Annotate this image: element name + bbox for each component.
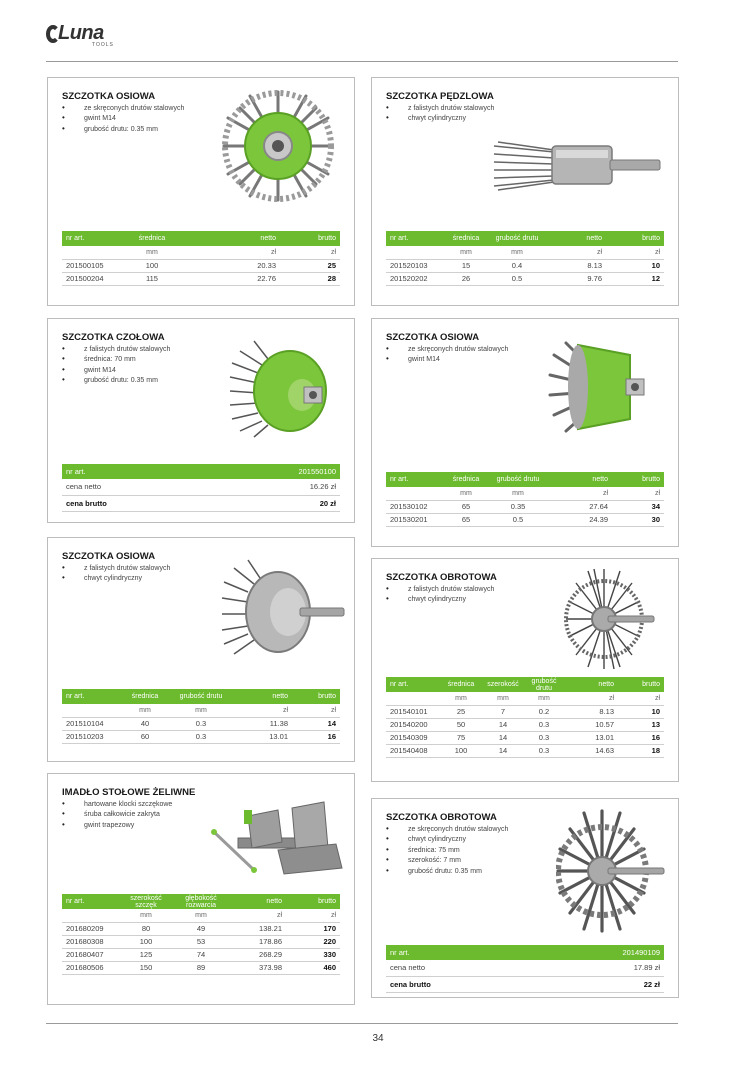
column-header: nr art. xyxy=(386,677,440,692)
table-cell: 268.29 xyxy=(230,948,286,961)
table-cell: 14.63 xyxy=(564,744,618,757)
unit-cell: zł xyxy=(606,246,664,259)
table-header-row xyxy=(62,231,340,246)
feature-list xyxy=(62,103,184,134)
gross-price-value: 22 zł xyxy=(530,976,664,992)
feature-item: • ze skręconych drutów stalowych xyxy=(386,824,508,834)
table-cell: 201500204 xyxy=(62,272,124,285)
table-cell: 460 xyxy=(286,961,340,974)
table-row xyxy=(386,744,664,757)
table-cell: 100 xyxy=(440,744,482,757)
table-cell: 220 xyxy=(286,935,340,948)
table-cell: 201680506 xyxy=(62,961,120,974)
table-cell: 13.01 xyxy=(232,730,292,743)
unit-cell xyxy=(386,487,444,500)
cup-brush-icon xyxy=(228,333,328,441)
shank-cup-brush-icon xyxy=(220,554,346,662)
table-cell: 16 xyxy=(292,730,340,743)
column-header: nr art. xyxy=(386,472,444,487)
net-price-value: 16.26 zł xyxy=(206,479,340,495)
table-cell: 30 xyxy=(612,513,664,526)
product-title: SZCZOTKA OBROTOWA xyxy=(386,572,497,583)
table-cell: 330 xyxy=(286,948,340,961)
table-cell: 25 xyxy=(440,705,482,718)
feature-item: • gwint M14 xyxy=(62,113,184,123)
table-row xyxy=(386,513,664,526)
feature-item: • z falistych drutów stalowych xyxy=(386,103,494,113)
table-cell: 8.13 xyxy=(546,259,606,272)
table-row xyxy=(386,705,664,718)
table-row xyxy=(386,976,664,992)
column-header: średnica xyxy=(444,472,488,487)
table-cell: 7 xyxy=(482,705,524,718)
bench-vise-icon xyxy=(208,798,348,880)
table-cell: 0.3 xyxy=(170,717,232,730)
unit-cell: mm xyxy=(124,246,180,259)
unit-cell: zł xyxy=(564,692,618,705)
feature-item: • chwyt cylindryczny xyxy=(62,573,170,583)
article-number: 201490109 xyxy=(530,945,664,960)
table-cell: 34 xyxy=(612,500,664,513)
column-header: nr art. xyxy=(62,464,206,479)
end-brush-icon xyxy=(492,140,664,192)
table-cell: 24.39 xyxy=(548,513,612,526)
units-row xyxy=(386,487,664,500)
table-cell: 115 xyxy=(124,272,180,285)
table-cell: 15 xyxy=(444,259,488,272)
table-row xyxy=(62,717,340,730)
gross-price-value: 20 zł xyxy=(206,495,340,511)
spec-table xyxy=(386,677,664,758)
table-row xyxy=(62,961,340,974)
table-cell: 49 xyxy=(172,922,230,935)
unit-cell xyxy=(386,246,444,259)
unit-cell: zł xyxy=(612,487,664,500)
table-cell: 10.57 xyxy=(564,718,618,731)
table-header-row xyxy=(386,231,664,246)
feature-item: • szerokość: 7 mm xyxy=(386,855,508,865)
price-table xyxy=(62,464,340,512)
unit-cell: mm xyxy=(524,692,564,705)
table-cell: 80 xyxy=(120,922,172,935)
table-cell: 65 xyxy=(444,500,488,513)
table-cell: 40 xyxy=(120,717,170,730)
twisted-shank-wheel-brush-icon xyxy=(556,809,666,933)
unit-cell: zł xyxy=(548,487,612,500)
table-header-row xyxy=(386,472,664,487)
column-header: netto xyxy=(564,677,618,692)
column-header: brutto xyxy=(612,472,664,487)
unit-cell: zł xyxy=(280,246,340,259)
column-header: netto xyxy=(180,231,280,246)
spec-table xyxy=(386,472,664,527)
unit-cell: mm xyxy=(482,692,524,705)
feature-list xyxy=(62,563,170,584)
table-cell: 0.3 xyxy=(524,744,564,757)
table-row xyxy=(386,272,664,285)
table-cell: 373.98 xyxy=(230,961,286,974)
unit-cell: zł xyxy=(232,704,292,717)
twisted-cup-brush-icon xyxy=(548,335,648,439)
spec-table xyxy=(62,231,340,286)
feature-list xyxy=(386,344,508,365)
unit-cell: mm xyxy=(488,246,546,259)
table-cell: 12 xyxy=(606,272,664,285)
unit-cell: zł xyxy=(546,246,606,259)
product-title: SZCZOTKA OSIOWA xyxy=(62,91,156,102)
units-row xyxy=(62,704,340,717)
spec-table xyxy=(62,689,340,744)
table-cell: 0.3 xyxy=(524,731,564,744)
product-card-szczotka-pedzlowa xyxy=(371,77,679,306)
column-header: brutto xyxy=(280,231,340,246)
unit-cell: zł xyxy=(286,909,340,922)
feature-item: • grubość drutu: 0.35 mm xyxy=(386,866,508,876)
table-cell: 201540200 xyxy=(386,718,440,731)
table-cell: 170 xyxy=(286,922,340,935)
net-price-label: cena netto xyxy=(62,479,206,495)
unit-cell: mm xyxy=(440,692,482,705)
table-row xyxy=(386,500,664,513)
unit-cell: mm xyxy=(170,704,232,717)
feature-item: • gwint M14 xyxy=(386,354,508,364)
product-title: IMADŁO STOŁOWE ŻELIWNE xyxy=(62,787,196,798)
column-header: nr art. xyxy=(62,231,124,246)
units-row xyxy=(386,246,664,259)
column-header: średnica xyxy=(124,231,180,246)
table-cell: 201540101 xyxy=(386,705,440,718)
table-cell: 178.86 xyxy=(230,935,286,948)
feature-list xyxy=(386,584,494,605)
unit-cell xyxy=(62,246,124,259)
table-cell: 18 xyxy=(618,744,664,757)
feature-item: • gwint trapezowy xyxy=(62,820,172,830)
table-cell: 201530201 xyxy=(386,513,444,526)
table-header-row xyxy=(62,464,340,479)
product-card-szczotka-obrotowa-2 xyxy=(371,798,679,998)
table-cell: 10 xyxy=(618,705,664,718)
table-cell: 100 xyxy=(124,259,180,272)
feature-item: • z falistych drutów stalowych xyxy=(62,344,170,354)
gross-price-label: cena brutto xyxy=(62,495,206,511)
feature-list xyxy=(386,103,494,124)
unit-cell xyxy=(386,692,440,705)
table-cell: 100 xyxy=(120,935,172,948)
table-cell: 0.3 xyxy=(524,718,564,731)
table-cell: 89 xyxy=(172,961,230,974)
table-cell: 27.64 xyxy=(548,500,612,513)
table-cell: 60 xyxy=(120,730,170,743)
feature-item: • chwyt cylindryczny xyxy=(386,594,494,604)
feature-list xyxy=(386,824,508,876)
table-cell: 9.76 xyxy=(546,272,606,285)
units-row xyxy=(62,909,340,922)
column-header: grubość drutu xyxy=(488,231,546,246)
column-header: średnica xyxy=(120,689,170,704)
feature-item: • ze skręconych drutów stalowych xyxy=(386,344,508,354)
table-cell: 26 xyxy=(444,272,488,285)
units-row xyxy=(386,692,664,705)
product-title: SZCZOTKA OSIOWA xyxy=(386,332,480,343)
table-cell: 138.21 xyxy=(230,922,286,935)
table-row xyxy=(386,960,664,976)
unit-cell: mm xyxy=(120,909,172,922)
column-header: głębokość rozwarcia xyxy=(172,894,230,909)
column-header: nr art. xyxy=(62,894,120,909)
unit-cell: mm xyxy=(120,704,170,717)
net-price-value: 17.89 zł xyxy=(530,960,664,976)
feature-item: • grubość drutu: 0.35 mm xyxy=(62,375,170,385)
table-row xyxy=(386,259,664,272)
table-cell: 0.2 xyxy=(524,705,564,718)
table-cell: 25 xyxy=(280,259,340,272)
table-cell: 0.4 xyxy=(488,259,546,272)
feature-item: • ze skręconych drutów stalowych xyxy=(62,103,184,113)
unit-cell xyxy=(62,704,120,717)
price-table xyxy=(386,945,664,993)
table-cell: 11.38 xyxy=(232,717,292,730)
feature-list xyxy=(62,799,172,830)
feature-item: • śruba całkowicie zakryta xyxy=(62,809,172,819)
column-header: netto xyxy=(548,472,612,487)
column-header: brutto xyxy=(292,689,340,704)
column-header: grubość drutu xyxy=(524,677,564,692)
unit-cell: zł xyxy=(618,692,664,705)
page-number: 34 xyxy=(372,1033,384,1044)
product-card-szczotka-osiowa-1 xyxy=(47,77,355,306)
brand-sub: TOOLS xyxy=(92,42,114,48)
product-title: SZCZOTKA CZOŁOWA xyxy=(62,332,165,343)
column-header: brutto xyxy=(286,894,340,909)
feature-item: • średnica: 75 mm xyxy=(386,845,508,855)
column-header: grubość drutu xyxy=(170,689,232,704)
table-row xyxy=(386,718,664,731)
twisted-wheel-brush-icon xyxy=(220,88,336,204)
product-title: SZCZOTKA OSIOWA xyxy=(62,551,156,562)
table-cell: 50 xyxy=(440,718,482,731)
product-card-szczotka-osiowa-3 xyxy=(47,537,355,762)
product-card-szczotka-czolowa xyxy=(47,318,355,523)
table-cell: 201540309 xyxy=(386,731,440,744)
column-header: średnica xyxy=(444,231,488,246)
table-cell: 14 xyxy=(482,718,524,731)
column-header: szerokość szczęk xyxy=(120,894,172,909)
table-cell: 13 xyxy=(618,718,664,731)
table-cell: 13.01 xyxy=(564,731,618,744)
table-header-row xyxy=(386,677,664,692)
column-header: nr art. xyxy=(386,945,530,960)
table-row xyxy=(62,922,340,935)
table-row xyxy=(62,479,340,495)
table-cell: 201510203 xyxy=(62,730,120,743)
column-header: brutto xyxy=(618,677,664,692)
gross-price-label: cena brutto xyxy=(386,976,530,992)
table-cell: 0.5 xyxy=(488,272,546,285)
table-row xyxy=(62,935,340,948)
table-cell: 22.76 xyxy=(180,272,280,285)
table-row xyxy=(62,495,340,511)
feature-item: • grubość drutu: 0.35 mm xyxy=(62,124,184,134)
net-price-label: cena netto xyxy=(386,960,530,976)
table-cell: 150 xyxy=(120,961,172,974)
table-cell: 201540408 xyxy=(386,744,440,757)
table-cell: 14 xyxy=(482,744,524,757)
table-cell: 28 xyxy=(280,272,340,285)
table-cell: 16 xyxy=(618,731,664,744)
table-header-row xyxy=(62,689,340,704)
table-row xyxy=(62,730,340,743)
feature-item: • z falistych drutów stalowych xyxy=(62,563,170,573)
brand-logo xyxy=(46,22,126,52)
unit-cell: mm xyxy=(172,909,230,922)
table-cell: 201530102 xyxy=(386,500,444,513)
unit-cell xyxy=(62,909,120,922)
column-header: szerokość xyxy=(482,677,524,692)
table-cell: 53 xyxy=(172,935,230,948)
units-row xyxy=(62,246,340,259)
table-row xyxy=(62,259,340,272)
table-row xyxy=(62,272,340,285)
table-cell: 201680209 xyxy=(62,922,120,935)
column-header: nr art. xyxy=(386,231,444,246)
unit-cell: zł xyxy=(292,704,340,717)
table-cell: 10 xyxy=(606,259,664,272)
feature-item: • z falistych drutów stalowych xyxy=(386,584,494,594)
table-cell: 14 xyxy=(482,731,524,744)
column-header: netto xyxy=(230,894,286,909)
table-cell: 0.5 xyxy=(488,513,548,526)
table-cell: 201680407 xyxy=(62,948,120,961)
table-cell: 201520103 xyxy=(386,259,444,272)
column-header: średnica xyxy=(440,677,482,692)
product-title: SZCZOTKA OBROTOWA xyxy=(386,812,497,823)
top-rule xyxy=(46,61,678,62)
product-title: SZCZOTKA PĘDZLOWA xyxy=(386,91,494,102)
table-cell: 20.33 xyxy=(180,259,280,272)
shank-wheel-brush-icon xyxy=(564,567,656,671)
table-cell: 201680308 xyxy=(62,935,120,948)
table-cell: 74 xyxy=(172,948,230,961)
table-row xyxy=(62,948,340,961)
spec-table xyxy=(62,894,340,975)
brand-name: Luna xyxy=(58,22,104,44)
column-header: nr art. xyxy=(62,689,120,704)
unit-cell: mm xyxy=(444,487,488,500)
feature-item: • hartowane klocki szczękowe xyxy=(62,799,172,809)
product-card-szczotka-osiowa-2 xyxy=(371,318,679,547)
table-cell: 201500105 xyxy=(62,259,124,272)
spec-table xyxy=(386,231,664,286)
article-number: 201550100 xyxy=(206,464,340,479)
table-row xyxy=(386,731,664,744)
column-header: grubość drutu xyxy=(488,472,548,487)
column-header: netto xyxy=(546,231,606,246)
bottom-rule xyxy=(46,1023,678,1024)
unit-cell: zł xyxy=(180,246,280,259)
table-cell: 125 xyxy=(120,948,172,961)
table-cell: 201510104 xyxy=(62,717,120,730)
feature-item: • chwyt cylindryczny xyxy=(386,834,508,844)
feature-item: • gwint M14 xyxy=(62,365,170,375)
table-cell: 75 xyxy=(440,731,482,744)
feature-item: • chwyt cylindryczny xyxy=(386,113,494,123)
table-cell: 8.13 xyxy=(564,705,618,718)
unit-cell: zł xyxy=(230,909,286,922)
unit-cell: mm xyxy=(488,487,548,500)
table-cell: 0.35 xyxy=(488,500,548,513)
column-header: brutto xyxy=(606,231,664,246)
column-header: netto xyxy=(232,689,292,704)
table-cell: 65 xyxy=(444,513,488,526)
table-header-row xyxy=(386,945,664,960)
product-card-imadlo-stolowe xyxy=(47,773,355,1005)
feature-list xyxy=(62,344,170,386)
table-cell: 201520202 xyxy=(386,272,444,285)
table-cell: 14 xyxy=(292,717,340,730)
table-header-row xyxy=(62,894,340,909)
product-card-szczotka-obrotowa-1 xyxy=(371,558,679,782)
table-cell: 0.3 xyxy=(170,730,232,743)
feature-item: • średnica: 70 mm xyxy=(62,354,170,364)
unit-cell: mm xyxy=(444,246,488,259)
